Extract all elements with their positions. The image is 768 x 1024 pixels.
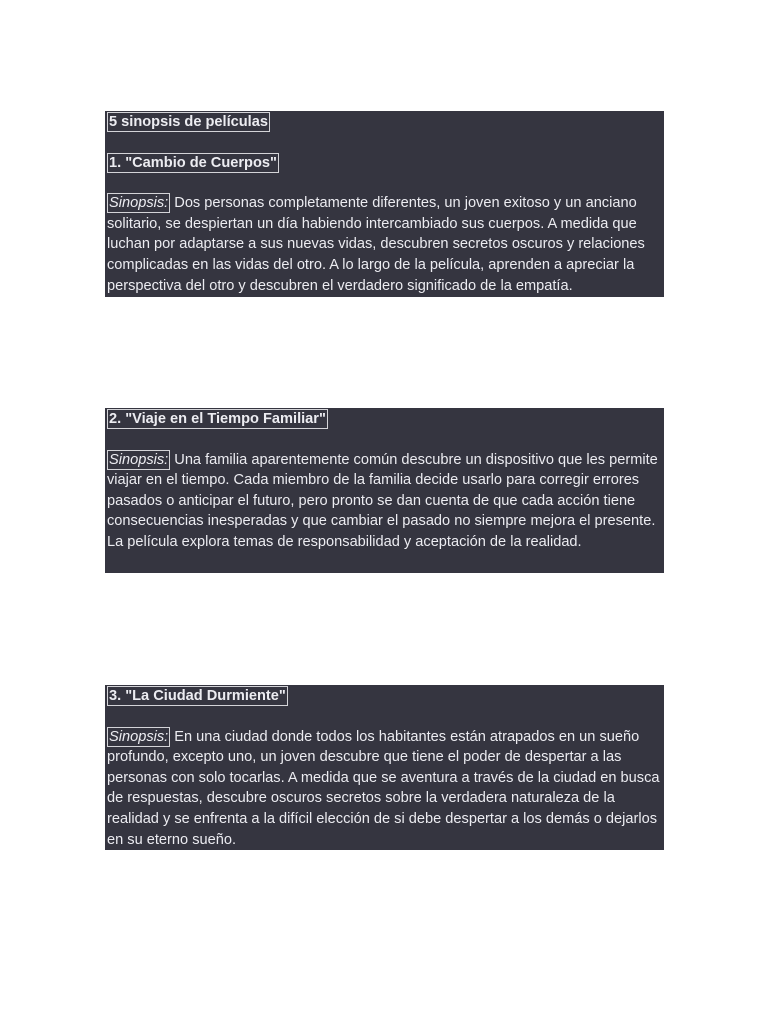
movie-card-1: [105, 111, 664, 297]
movie-card-2: [105, 408, 664, 573]
synopsis-paragraph-2: [107, 450, 664, 553]
movie-title-3: 3. "La Ciudad Durmiente": [109, 688, 286, 704]
synopsis-paragraph-1: [107, 193, 664, 296]
synopsis-label-1: Sinopsis:: [109, 195, 169, 212]
document-title: 5 sinopsis de películas: [109, 114, 268, 130]
synopsis-text-2: Una familia aparentemente común descubre un dispositivo que les permite viajar en el tiempo. Cada miembro de la familia decide usarlo para corregir errores pasados o anticipar el futuro, pero pronto se dan cuenta de que cada acción tiene consecuencias inesperadas y que cambiar el pasado no siempre mejora el presente. La película explora temas de responsabilidad y aceptación de la realidad.: [107, 451, 658, 550]
synopsis-label-2: Sinopsis:: [109, 451, 169, 468]
movie-card-3: [105, 685, 664, 850]
synopsis-text-3: En una ciudad donde todos los habitantes están atrapados en un sueño profundo, excepto uno, un joven descubre que tiene el poder de despertar a las personas con solo tocarlas. A medida que se aventura a través de la ciudad en busca de respuestas, descubre oscuros secretos sobre la verdadera naturaleza de la realidad y se enfrenta a la difícil elección de si debe despertar a los demás o dejarlos en su eterno sueño.: [107, 728, 660, 848]
synopsis-label-3: Sinopsis:: [109, 728, 169, 745]
synopsis-paragraph-3: [107, 727, 664, 851]
movie-title-1: 1. "Cambio de Cuerpos": [109, 154, 277, 171]
synopsis-text-1: Dos personas completamente diferentes, un joven exitoso y un anciano solitario, se despiertan un día habiendo intercambiado sus cuerpos. A medida que luchan por adaptarse a sus nuevas vidas, descubren secretos oscuros y relaciones complicadas en las vidas del otro. A lo largo de la película, aprenden a apreciar la perspectiva del otro y descubren el verdadero significado de la empatía.: [107, 195, 645, 294]
movie-title-2: 2. "Viaje en el Tiempo Familiar": [109, 411, 326, 427]
